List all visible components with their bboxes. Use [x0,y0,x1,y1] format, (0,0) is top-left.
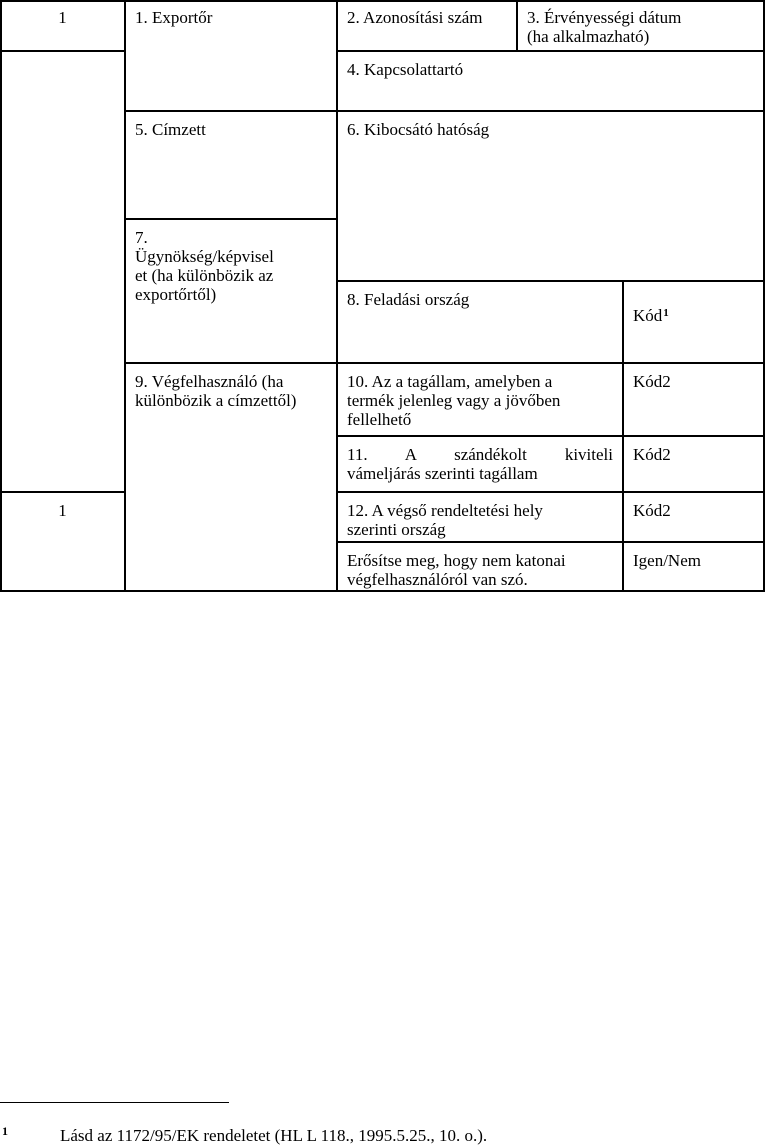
export-state-label-1: 11. A szándékolt kiviteli [347,445,613,464]
dispatch-code-cell [623,282,765,325]
validity-date-label: 3. Érvényességi dátum [527,8,682,27]
yes-no-cell [623,543,765,570]
export-state-cell [337,437,623,483]
export-state-code-cell [623,437,765,464]
end-user-label-1: 9. Végfelhasználó (ha [135,372,284,391]
issuing-authority-label: 6. Kibocsátó hatóság [347,120,490,139]
export-state-code: Kód2 [633,445,671,464]
dispatch-code-label: Kód [633,306,663,325]
member-state-cell [337,364,623,429]
export-state-label-2: vámeljárás szerinti tagállam [347,464,538,483]
footnote-ref: 1 [663,307,669,319]
end-user-cell [125,364,337,410]
destination-code-cell [623,493,765,520]
agent-label-3: et (ha különbözik az [135,266,274,285]
end-user-label-2: különbözik a címzettől) [135,391,297,410]
member-state-code: Kód2 [633,372,671,391]
consignee-cell [125,112,337,139]
confirm-label-1: Erősítse meg, hogy nem katonai [347,551,566,570]
destination-label-1: 12. A végső rendeltetési hely [347,501,543,520]
validity-date-note: (ha alkalmazható) [527,27,650,46]
agent-label-4: exportőrtől) [135,285,217,304]
agent-cell [125,220,337,304]
footnote-separator [0,1102,229,1103]
issuing-authority-cell [337,112,765,139]
confirm-label-2: végfelhasználóról van szó. [347,570,528,589]
member-state-label-3: fellelhető [347,410,412,429]
exporter-label: 1. Exportőr [135,8,213,27]
consignee-label: 5. Címzett [135,120,206,139]
destination-label-2: szerinti ország [347,520,446,539]
confirm-cell [337,543,623,589]
footnote-mark: 1 [2,1124,8,1138]
agent-label-2: Ügynökség/képvisel [135,247,274,266]
validity-date-cell [517,0,765,46]
destination-code: Kód2 [633,501,671,520]
dispatch-country-label: 8. Feladási ország [347,290,470,309]
dispatch-country-cell [337,282,623,309]
member-state-code-cell [623,364,765,391]
agent-label-1: 7. [135,228,148,247]
table-border-bottom [0,590,765,592]
id-number-label: 2. Azonosítási szám [347,8,483,27]
yes-no-label: Igen/Nem [633,551,701,570]
destination-cell [337,493,623,539]
footnote-text: Lásd az 1172/95/EK rendeletet (HL L 118., 1995.5.25., 10. o.). [60,1126,488,1145]
id-number-cell [337,0,517,27]
exporter-cell [125,0,337,27]
contact-label: 4. Kapcsolattartó [347,60,464,79]
table-rule [0,50,125,52]
left-bottom-number: 1 [58,501,67,520]
member-state-label-1: 10. Az a tagállam, amelyben a [347,372,553,391]
member-state-label-2: termék jelenleg vagy a jövőben [347,391,561,410]
left-top-number: 1 [58,8,67,27]
contact-cell [337,52,765,79]
